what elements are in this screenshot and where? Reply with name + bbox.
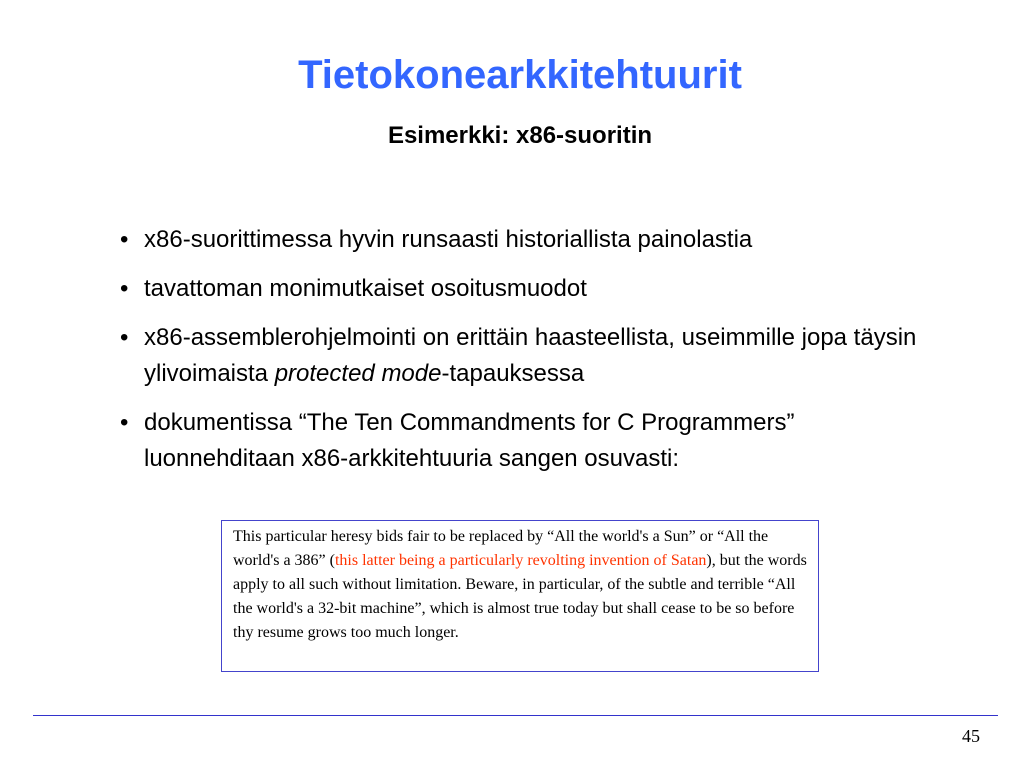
bullet-text: dokumentissa “The Ten Commandments for C Programmers” luonnehditaan x86-arkkitehtuuria sangen osuvasti:: [144, 409, 795, 472]
bullet-icon: •: [120, 275, 129, 302]
footer-divider: [33, 715, 998, 716]
page-number: 45: [962, 726, 980, 746]
slide-title: Tietokonearkkitehtuurit: [298, 53, 742, 97]
bullet-icon: •: [120, 409, 129, 436]
bullet-text-suffix: -tapauksessa: [441, 360, 585, 387]
quote-highlight: this latter being a particularly revolting invention of Satan: [334, 552, 707, 569]
quote-text: This particular heresy bids fair to be replaced by “All the world's a Sun” or “All the world's a 386” (: [233, 528, 769, 569]
bullet-text: x86-suorittimessa hyvin runsaasti historiallista painolastia: [144, 226, 753, 253]
quote-box: [221, 520, 819, 672]
quote-text-end: ), but the words apply to all such without limitation. Beware, in particular, of the subtle and terrible “All the world's a 32-bit machine”, which is almost true today but shall cease to be so before thy resume grows too much longer.: [233, 552, 807, 641]
bullet-icon: •: [120, 324, 129, 351]
bullet-emphasis: protected mode: [274, 360, 442, 387]
bullet-icon: •: [120, 226, 129, 253]
bullet-item-commandments: [118, 405, 948, 477]
bullet-text: tavattoman monimutkaiset osoitusmuodot: [144, 275, 587, 302]
bullet-text: x86-assemblerohjelmointi on erittäin haasteellista, useimmille jopa täysin ylivoimaista: [144, 324, 917, 387]
bullet-item-assembler: [118, 320, 948, 392]
slide-subtitle: Esimerkki: x86-suoritin: [387, 122, 653, 149]
bullet-item-addressing: [118, 271, 948, 307]
bullet-item-history: [118, 222, 948, 258]
bullet-list: [118, 222, 948, 490]
